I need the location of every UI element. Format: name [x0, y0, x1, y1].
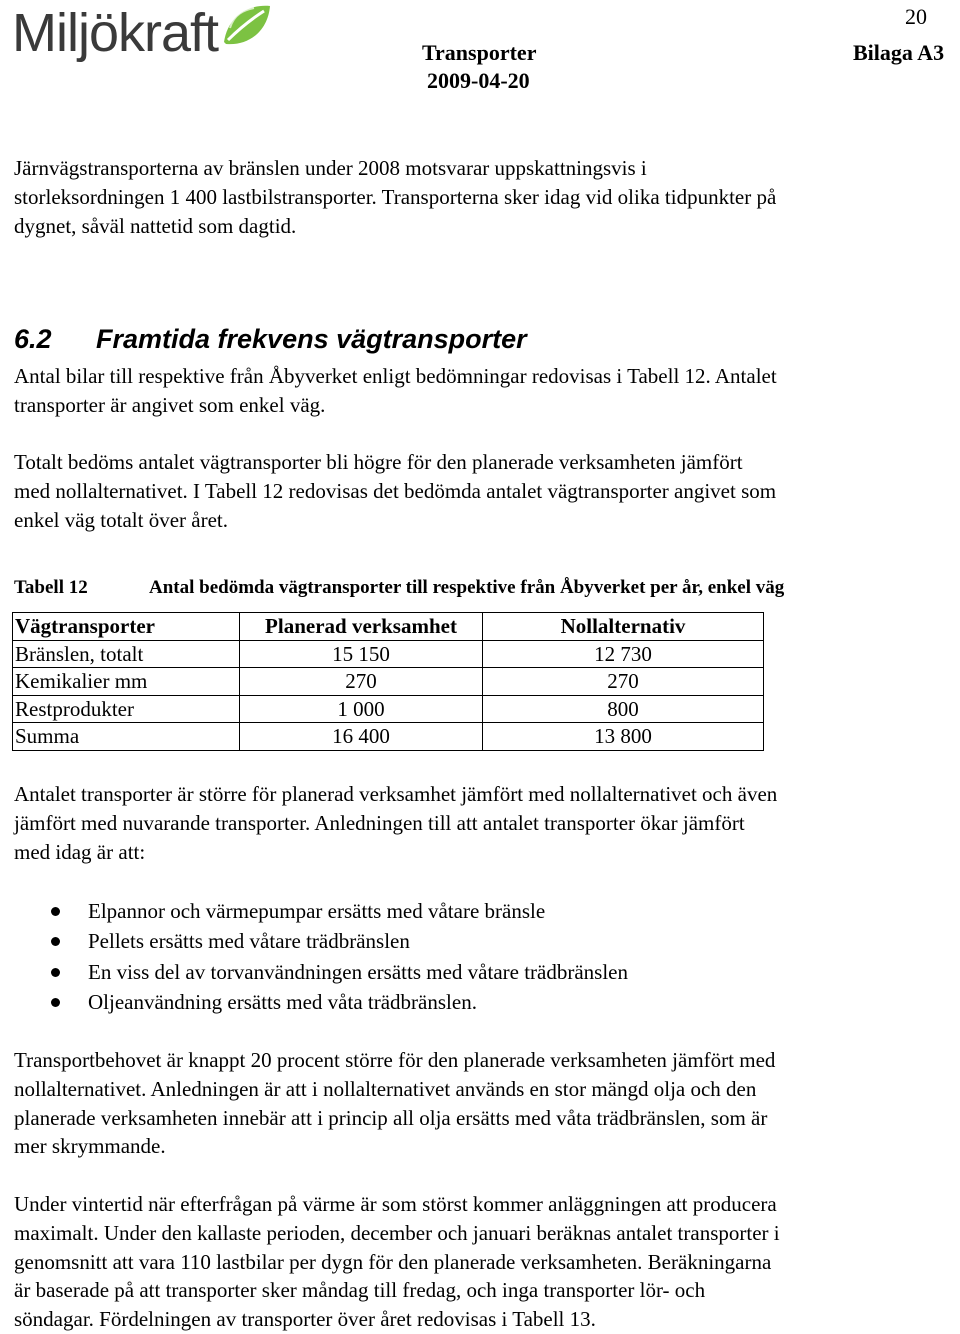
list-item: [14, 987, 628, 1017]
text-line: planerade verksamheten innebär att i princip all olja ersätts med våta trädbränslen, som är: [14, 1105, 768, 1130]
intro-paragraph: [14, 154, 946, 240]
text-line: storleksordningen 1 400 lastbilstransporter. Transporterna sker idag vid olika tidpunkter på: [14, 184, 777, 209]
header-date: 2009-04-20: [427, 68, 530, 93]
text-line: mer skrymmande.: [14, 1134, 166, 1159]
table-cell: Bränslen, totalt: [13, 640, 240, 668]
text-line: enkel väg totalt över året.: [14, 507, 228, 532]
column-header: Planerad verksamhet: [240, 613, 483, 641]
list-item-text: En viss del av torvanvändningen ersätts med våtare trädbränslen: [88, 959, 628, 984]
text-line: maximalt. Under den kallaste perioden, december och januari beräknas antalet transporter i: [14, 1220, 780, 1245]
table-caption-text: Antal bedömda vägtransporter till respektive från Åbyverket per år, enkel väg: [149, 577, 785, 598]
table-row: [13, 640, 764, 668]
list-item-text: Elpannor och värmepumpar ersätts med våtare bränsle: [88, 899, 546, 923]
after-table-paragraph: [14, 780, 946, 866]
text-line: Totalt bedöms antalet vägtransporter bli högre för den planerade verksamheten jämfört: [14, 450, 743, 474]
text-line: söndagar. Fördelningen av transporter över året redovisas i Tabell 13.: [14, 1307, 596, 1332]
table-cell: 270: [240, 668, 483, 696]
bullet-icon: [51, 998, 60, 1007]
logo-text: Miljökraft: [12, 3, 219, 63]
text-line: Transportbehovet är knappt 20 procent större för den planerade verksamheten jämfört med: [14, 1048, 776, 1072]
winter-paragraph: [14, 1190, 946, 1334]
list-item-text: Oljeanvändning ersätts med våta trädbränslen.: [88, 989, 477, 1014]
section-title: Framtida frekvens vägtransporter: [96, 324, 527, 354]
text-line: Antalet transporter är större för planerad verksamhet jämfört med nollalternativet och även: [14, 782, 778, 806]
text-line: nollalternativet. Anledningen är att i nollalternativet används en stor mängd olja och den: [14, 1076, 757, 1101]
text-line: Järnvägstransporterna av bränslen under 2008 motsvarar uppskattningsvis i: [14, 156, 647, 180]
table-cell: Summa: [13, 723, 240, 751]
header-appendix: Bilaga A3: [853, 40, 945, 65]
text-line: är baserade på att transporter sker måndag till fredag, och inga transporter lör- och: [14, 1278, 706, 1303]
header-title: Transporter: [422, 40, 537, 65]
column-header: Vägtransporter: [13, 613, 240, 641]
transport-paragraph: [14, 1046, 946, 1161]
table-cell: 13 800: [483, 723, 764, 751]
column-header: Nollalternativ: [483, 613, 764, 641]
table-row: [13, 695, 764, 723]
bullet-icon: [51, 968, 60, 977]
text-line: dygnet, såväl nattetid som dagtid.: [14, 213, 297, 238]
table-cell: 12 730: [483, 640, 764, 668]
bullet-icon: [51, 937, 60, 946]
list-item: [14, 957, 628, 987]
list-item: [14, 896, 628, 926]
text-line: Under vintertid när efterfrågan på värme är som störst kommer anläggningen att producera: [14, 1192, 777, 1216]
text-line: genomsnitt att vara 110 lastbilar per dygn för den planerade verksamheten. Beräkningarna: [14, 1249, 772, 1274]
table-cell: 16 400: [240, 723, 483, 751]
list-item: [14, 926, 628, 956]
table-cell: 270: [483, 668, 764, 696]
section-number: 6.2: [14, 324, 52, 354]
text-line: Antal bilar till respektive från Åbyverket enligt bedömningar redovisas i Tabell 12. Antalet: [14, 364, 777, 388]
table-cell: 800: [483, 695, 764, 723]
text-line: med idag är att:: [14, 839, 146, 864]
table-cell: 1 000: [240, 695, 483, 723]
table-row: [13, 723, 764, 751]
table-cell: 15 150: [240, 640, 483, 668]
list-item-text: Pellets ersätts med våtare trädbränslen: [88, 929, 410, 954]
transport-table: [12, 612, 764, 751]
table-header-row: [13, 613, 764, 641]
section-paragraph-2: [14, 448, 946, 534]
page-number: 20: [905, 4, 927, 29]
company-logo: [12, 0, 272, 66]
bullet-list: [14, 896, 628, 1017]
section-heading: [14, 322, 527, 356]
text-line: med nollalternativet. I Tabell 12 redovisas det bedömda antalet vägtransporter angivet som: [14, 478, 777, 503]
table-cell: Restprodukter: [13, 695, 240, 723]
table-row: [13, 668, 764, 696]
table-cell: Kemikalier mm: [13, 668, 240, 696]
leaf-icon: [220, 2, 272, 48]
table-caption-label: Tabell 12: [14, 577, 88, 598]
text-line: transporter är angivet som enkel väg.: [14, 392, 326, 417]
section-paragraph-1: [14, 362, 946, 420]
bullet-icon: [51, 907, 60, 916]
text-line: jämfört med nuvarande transporter. Anledningen till att antalet transporter ökar jämfört: [14, 810, 745, 835]
